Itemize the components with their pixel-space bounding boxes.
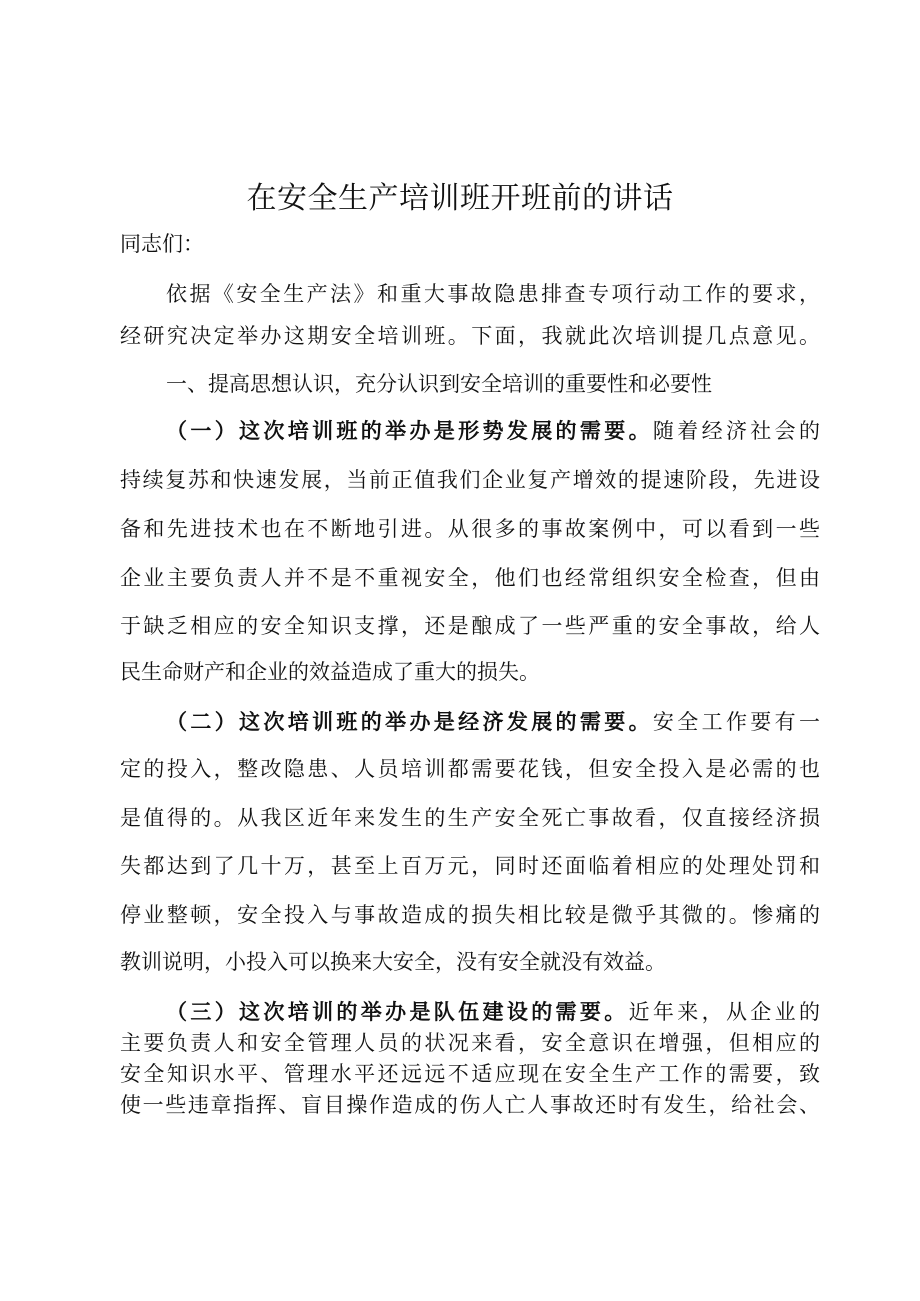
para-2-line-6: 教训说明，小投入可以换来大安全，没有安全就没有效益。 bbox=[120, 950, 666, 974]
para-2-first-rest: 安全工作要有一 bbox=[652, 710, 820, 734]
para-3-line-2: 主要负责人和安全管理人员的状况来看，安全意识在增强，但相应的 bbox=[120, 1031, 820, 1055]
para-3-line-1 bbox=[166, 997, 820, 1027]
para-3-lead: （三）这次培训的举办是队伍建设的需要。 bbox=[166, 999, 629, 1024]
para-2-line-2: 定的投入，整改隐患、人员培训都需要花钱，但安全投入是必需的也 bbox=[120, 757, 820, 781]
para-1-line-2: 持续复苏和快速发展，当前正值我们企业复产增效的提速阶段，先进设 bbox=[120, 468, 820, 492]
intro-line-1: 依据《安全生产法》和重大事故隐患排查专项行动工作的要求， bbox=[166, 282, 820, 306]
para-1-line-6: 民生命财产和企业的效益造成了重大的损失。 bbox=[120, 660, 540, 684]
para-2-line-4: 失都达到了几十万，甚至上百万元，同时还面临着相应的处理处罚和 bbox=[120, 854, 820, 878]
para-1-line-5: 于缺乏相应的安全知识支撑，还是酿成了一些严重的安全事故，给人 bbox=[120, 614, 820, 638]
para-3-line-4: 使一些违章指挥、盲目操作造成的伤人亡人事故还时有发生，给社会、 bbox=[120, 1093, 820, 1117]
para-2-lead: （二）这次培训班的举办是经济发展的需要。 bbox=[166, 709, 653, 734]
greeting: 同志们： bbox=[120, 232, 204, 256]
para-2-line-5: 停业整顿，安全投入与事故造成的损失相比较是微乎其微的。惨痛的 bbox=[120, 903, 820, 927]
para-1-line-1 bbox=[166, 416, 820, 446]
intro-line-2: 经研究决定举办这期安全培训班。下面，我就此次培训提几点意见。 bbox=[120, 324, 820, 348]
para-1-first-rest: 随着经济社会的 bbox=[652, 419, 820, 443]
para-2-line-1 bbox=[166, 707, 820, 737]
document-title: 在安全生产培训班开班前的讲话 bbox=[246, 181, 674, 216]
para-1-line-3: 备和先进技术也在不断地引进。从很多的事故案例中，可以看到一些 bbox=[120, 517, 820, 541]
section-1-heading: 一、提高思想认识，充分认识到安全培训的重要性和必要性 bbox=[166, 372, 712, 396]
para-2-line-3: 是值得的。从我区近年来发生的生产安全死亡事故看，仅直接经济损 bbox=[120, 806, 820, 830]
para-3-line-3: 安全知识水平、管理水平还远远不适应现在安全生产工作的需要，致 bbox=[120, 1062, 820, 1086]
para-1-lead: （一）这次培训班的举办是形势发展的需要。 bbox=[166, 418, 653, 443]
para-3-first-rest: 近年来，从企业的 bbox=[628, 1000, 821, 1024]
para-1-line-4: 企业主要负责人并不是不重视安全，他们也经常组织安全检查，但由 bbox=[120, 566, 820, 590]
